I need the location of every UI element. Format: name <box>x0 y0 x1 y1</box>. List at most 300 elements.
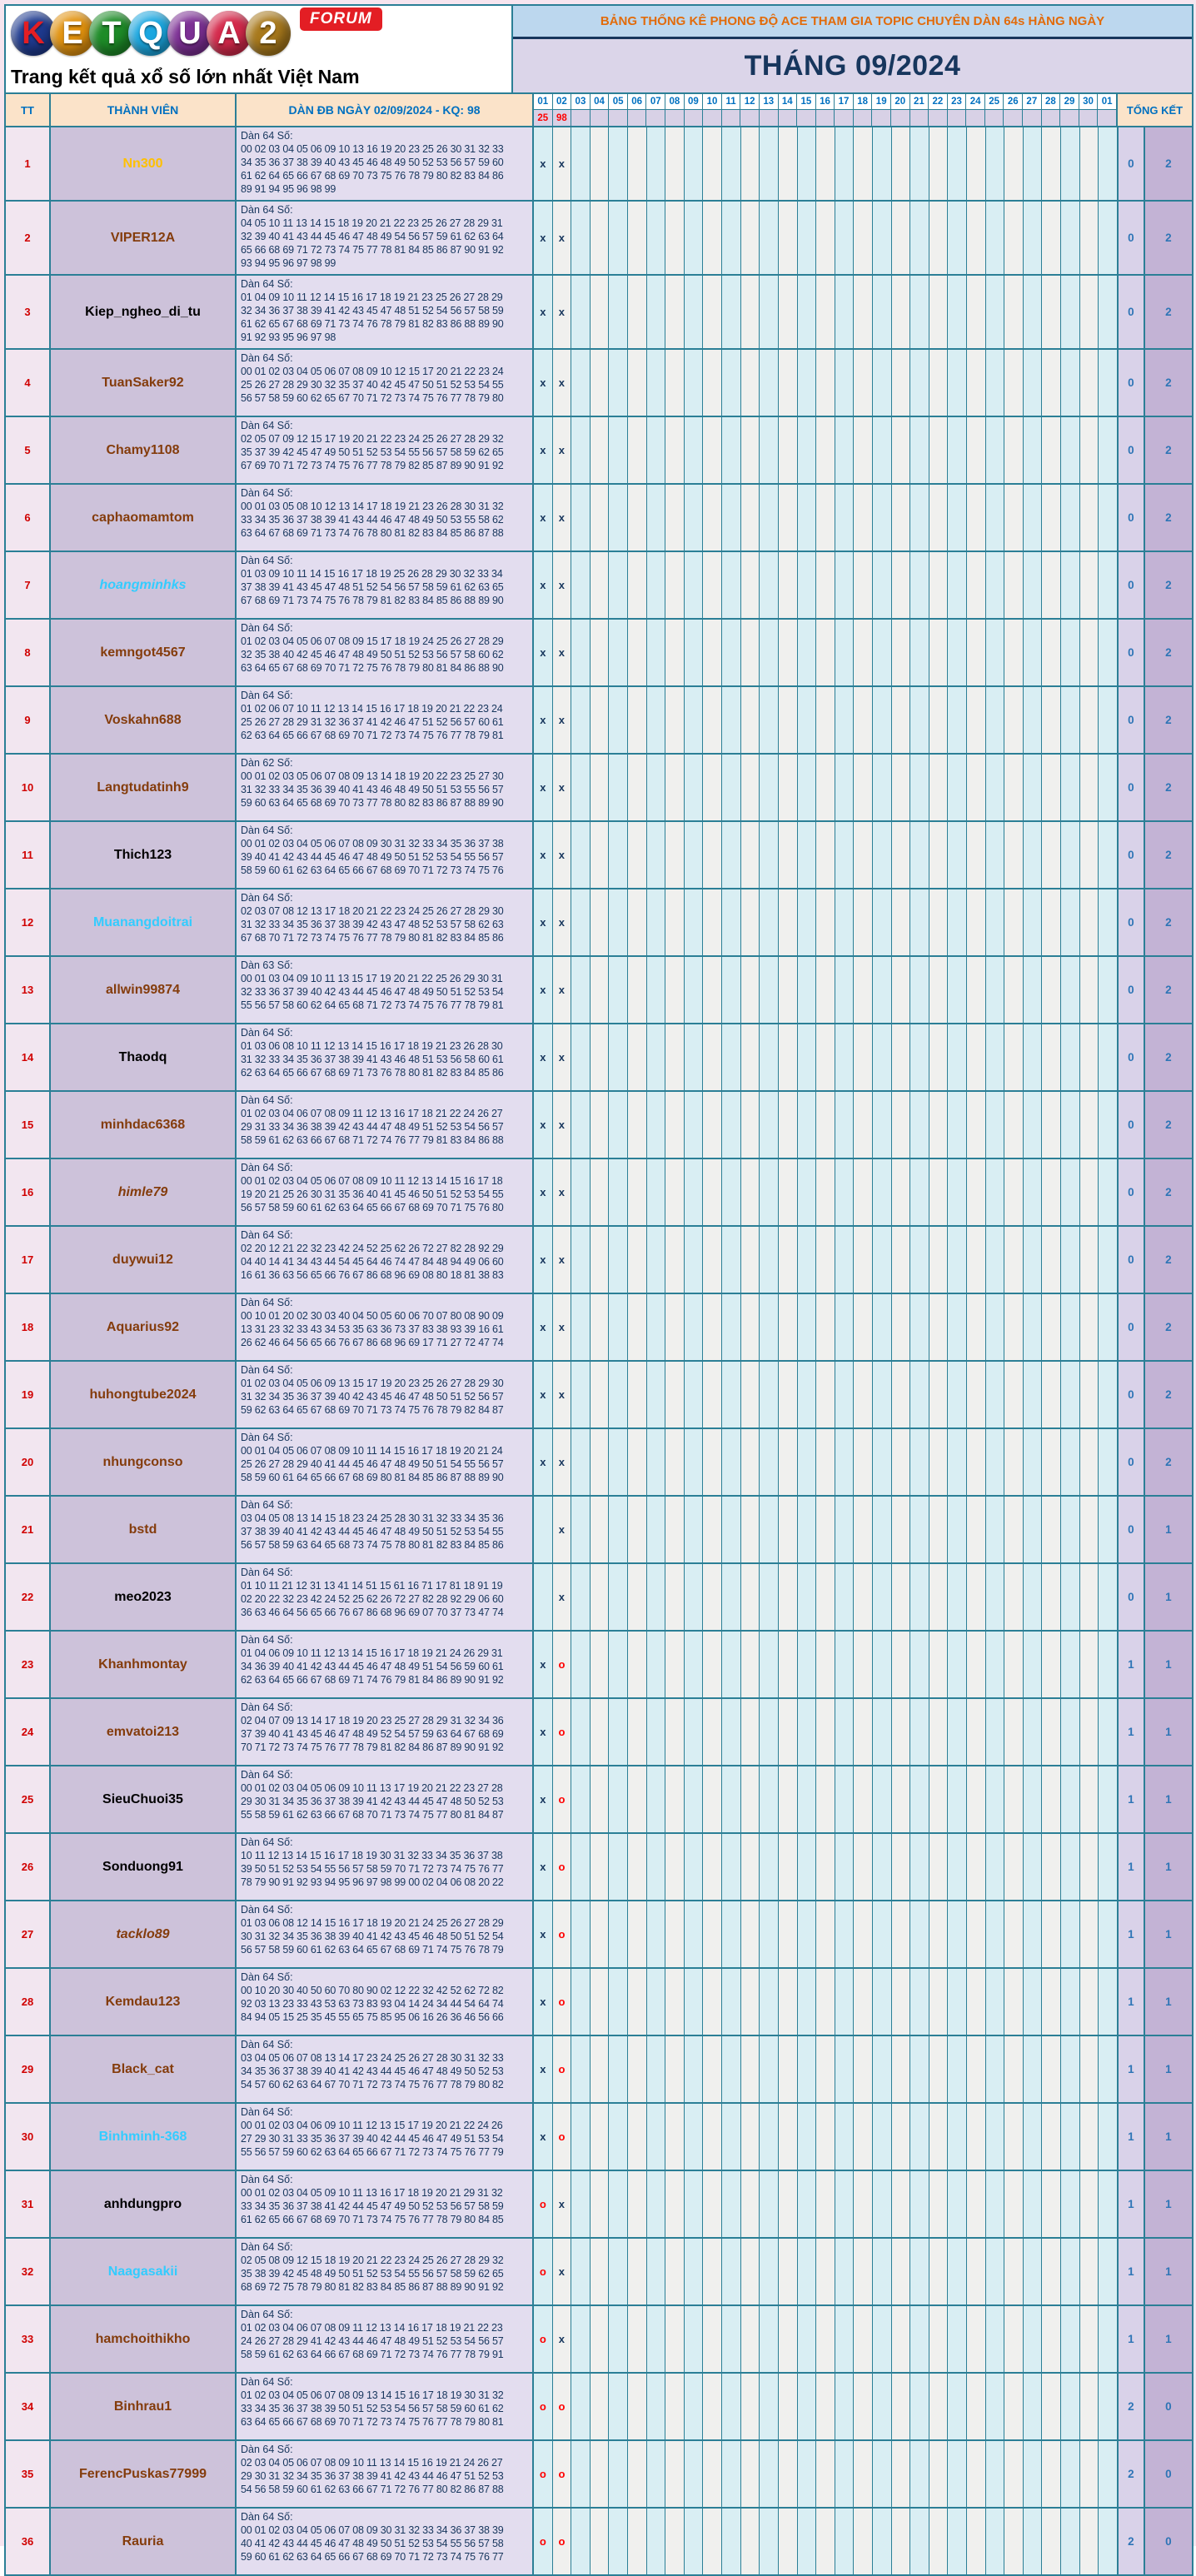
day-cell <box>854 202 873 274</box>
dan-numbers: 56 57 58 59 60 61 62 63 64 65 66 67 68 69 70 71 75 76 80 <box>241 1202 504 1213</box>
day-cell <box>1004 755 1024 820</box>
dan-block <box>237 1362 534 1428</box>
member-row <box>6 1090 1192 1158</box>
day-cell <box>873 1632 892 1697</box>
day-cell <box>760 620 779 685</box>
day-cell <box>910 1497 929 1562</box>
day-cell <box>1042 1564 1061 1630</box>
day-cell <box>703 1024 722 1090</box>
day-cell <box>685 1497 704 1562</box>
date-column-result <box>1042 110 1061 126</box>
day-cell <box>741 417 760 483</box>
day-cell <box>1099 1294 1118 1360</box>
dan-numbers: 00 02 03 04 05 06 09 10 13 16 19 20 23 25 26 30 31 32 33 <box>241 143 504 155</box>
dan-title: Dàn 64 Số: <box>241 825 293 836</box>
day-cell <box>967 1429 986 1495</box>
day-cell <box>760 1227 779 1293</box>
dan-numbers: 27 29 30 31 33 35 36 37 39 40 42 44 45 46 47 49 51 53 54 <box>241 2133 504 2145</box>
day-cell <box>722 957 741 1023</box>
day-mark: x <box>553 1159 572 1225</box>
day-cell <box>1061 1362 1080 1428</box>
dan-numbers: 55 58 59 61 62 63 66 67 68 70 71 73 74 75 77 80 81 84 87 <box>241 1809 504 1821</box>
day-cell <box>1061 202 1080 274</box>
tt-cell: 18 <box>6 1294 51 1360</box>
day-cell <box>571 1429 591 1495</box>
day-mark: x <box>534 755 553 820</box>
day-cell <box>703 1834 722 1900</box>
total-right-cell: 2 <box>1145 1294 1192 1360</box>
member-row <box>6 955 1192 1023</box>
day-cell <box>892 755 911 820</box>
dan-title: Dàn 64 Số: <box>241 2039 293 2050</box>
day-mark: x <box>534 1632 553 1697</box>
day-cell <box>892 1429 911 1495</box>
day-mark: o <box>553 1901 572 1967</box>
date-column-label: 20 <box>891 94 910 110</box>
day-cell <box>628 1699 647 1765</box>
day-cell <box>703 1159 722 1225</box>
tt-cell: 5 <box>6 417 51 483</box>
logo-ball-q: Q <box>128 11 173 56</box>
day-cell <box>1024 1834 1043 1900</box>
member-name: Thich123 <box>51 822 237 888</box>
day-cell <box>910 1092 929 1158</box>
day-cell <box>1061 1429 1080 1495</box>
day-cell <box>591 2509 610 2574</box>
day-cell <box>948 822 967 888</box>
day-cell <box>854 2104 873 2170</box>
day-cell <box>1042 957 1061 1023</box>
day-cell <box>1024 889 1043 955</box>
dan-title: Dàn 64 Số: <box>241 1027 293 1039</box>
day-cell <box>854 1227 873 1293</box>
dan-title: Dàn 64 Số: <box>241 1094 293 1106</box>
date-header-labels <box>534 94 1116 110</box>
day-cell <box>854 822 873 888</box>
day-cell <box>948 1699 967 1765</box>
day-cell <box>1024 2374 1043 2439</box>
day-cell <box>609 1564 628 1630</box>
titles <box>513 6 1192 92</box>
day-cell <box>703 1227 722 1293</box>
day-cell <box>910 202 929 274</box>
member-row <box>6 1967 1192 2035</box>
day-cell <box>1004 1901 1024 1967</box>
day-cell <box>948 2036 967 2102</box>
day-cell <box>892 552 911 618</box>
day-cell <box>910 889 929 955</box>
day-cell <box>986 1429 1005 1495</box>
day-cell <box>835 889 855 955</box>
day-cell <box>760 2441 779 2507</box>
day-cell <box>685 1362 704 1428</box>
day-cell <box>1042 2374 1061 2439</box>
day-mark: o <box>553 1699 572 1765</box>
dan-numbers: 35 37 39 42 45 47 49 50 51 52 53 54 55 56 57 58 59 62 65 <box>241 446 504 458</box>
day-cell <box>816 350 835 416</box>
day-cell <box>929 755 949 820</box>
tt-cell: 28 <box>6 1969 51 2035</box>
day-cell <box>816 1766 835 1832</box>
day-cell <box>571 1766 591 1832</box>
day-cell <box>647 889 666 955</box>
day-cell <box>1061 2374 1080 2439</box>
day-cell <box>854 2171 873 2237</box>
day-cell <box>835 1227 855 1293</box>
day-cell <box>986 127 1005 200</box>
day-cell <box>816 755 835 820</box>
total-right-cell: 2 <box>1145 276 1192 348</box>
day-cell <box>948 1092 967 1158</box>
day-mark: x <box>553 620 572 685</box>
day-cell <box>798 1227 817 1293</box>
day-cell <box>741 127 760 200</box>
day-cell <box>892 1834 911 1900</box>
day-cell <box>665 1294 685 1360</box>
day-cell <box>1061 755 1080 820</box>
day-cell <box>892 2036 911 2102</box>
dan-title: Dàn 64 Số: <box>241 1634 293 1646</box>
day-cell <box>1099 1766 1118 1832</box>
day-cell <box>835 1699 855 1765</box>
day-cell <box>967 755 986 820</box>
day-cell <box>798 485 817 551</box>
date-column-label: 02 <box>553 94 572 110</box>
tt-cell: 4 <box>6 350 51 416</box>
day-cell <box>685 2104 704 2170</box>
day-cell <box>948 1294 967 1360</box>
day-cell <box>571 755 591 820</box>
day-cell <box>835 1092 855 1158</box>
day-cell <box>1042 2239 1061 2304</box>
day-cell <box>779 1024 798 1090</box>
member-name: caphaomamtom <box>51 485 237 551</box>
day-cell <box>1004 1699 1024 1765</box>
day-cell <box>1024 620 1043 685</box>
day-cell <box>647 1294 666 1360</box>
day-cell <box>703 1497 722 1562</box>
day-cell <box>591 1227 610 1293</box>
day-cell <box>779 350 798 416</box>
dan-title: Dàn 64 Số: <box>241 1702 293 1713</box>
day-cell <box>609 1901 628 1967</box>
total-right-cell: 2 <box>1145 957 1192 1023</box>
day-cell <box>722 1159 741 1225</box>
day-cell <box>609 687 628 753</box>
day-cell <box>1042 1429 1061 1495</box>
day-cell <box>591 552 610 618</box>
day-cell <box>1061 2239 1080 2304</box>
day-cell <box>609 2036 628 2102</box>
dan-numbers: 62 63 64 65 66 67 68 69 71 73 76 78 80 81 82 83 84 85 86 <box>241 1067 504 1079</box>
tt-cell: 21 <box>6 1497 51 1562</box>
day-cell <box>571 822 591 888</box>
dan-numbers: 03 04 05 08 13 14 15 18 23 24 25 28 30 31 32 33 34 35 36 <box>241 1512 504 1524</box>
total-left-cell: 0 <box>1118 1024 1145 1090</box>
stats-sheet <box>4 4 1194 2576</box>
day-cell <box>703 1766 722 1832</box>
day-cell <box>665 1564 685 1630</box>
tt-cell: 26 <box>6 1834 51 1900</box>
day-cell <box>779 1362 798 1428</box>
day-cell <box>760 1564 779 1630</box>
dan-numbers: 00 01 04 05 06 07 08 09 10 11 14 15 16 17 18 19 20 21 24 <box>241 1445 503 1457</box>
total-right-cell: 2 <box>1145 1024 1192 1090</box>
day-cell <box>986 485 1005 551</box>
day-cell <box>741 1901 760 1967</box>
dan-block <box>237 2441 534 2507</box>
day-mark: x <box>534 1092 553 1158</box>
day-cell <box>948 1429 967 1495</box>
day-cell <box>1080 1834 1099 1900</box>
day-cell <box>760 1834 779 1900</box>
day-mark: x <box>534 1429 553 1495</box>
day-cell <box>854 1092 873 1158</box>
dan-numbers: 61 62 64 65 66 67 68 69 70 73 75 76 78 79 80 82 83 84 86 <box>241 170 504 182</box>
dan-block <box>237 957 534 1023</box>
day-cell <box>647 350 666 416</box>
dan-numbers: 58 59 60 61 64 65 66 67 68 69 80 81 84 85 86 87 88 89 90 <box>241 1472 504 1483</box>
day-cell <box>835 350 855 416</box>
dan-numbers: 33 34 35 36 37 38 39 41 43 44 46 47 48 49 50 53 55 58 62 <box>241 514 504 526</box>
total-left-cell: 0 <box>1118 1564 1145 1630</box>
day-cell <box>929 889 949 955</box>
day-cell <box>722 2171 741 2237</box>
day-cell <box>628 552 647 618</box>
date-column-label: 26 <box>1004 94 1023 110</box>
day-mark: x <box>553 1092 572 1158</box>
dan-block <box>237 2036 534 2102</box>
day-cell <box>647 1024 666 1090</box>
dan-title: Dàn 64 Số: <box>241 1364 293 1376</box>
day-cell <box>873 1024 892 1090</box>
day-cell <box>929 2036 949 2102</box>
day-cell <box>798 1429 817 1495</box>
day-cell <box>929 1294 949 1360</box>
dan-block <box>237 889 534 955</box>
dan-block <box>237 1766 534 1832</box>
dan-numbers: 36 63 46 64 56 65 66 76 67 86 68 96 69 07 70 37 73 47 74 <box>241 1607 504 1618</box>
day-mark: o <box>553 1834 572 1900</box>
dan-block <box>237 1969 534 2035</box>
total-right-cell: 2 <box>1145 1429 1192 1495</box>
day-cell <box>986 417 1005 483</box>
day-cell <box>1042 2171 1061 2237</box>
day-cell <box>986 2036 1005 2102</box>
day-cell <box>854 1969 873 2035</box>
day-cell <box>609 1159 628 1225</box>
day-cell <box>798 755 817 820</box>
day-cell <box>854 350 873 416</box>
day-cell <box>910 485 929 551</box>
day-cell <box>571 1227 591 1293</box>
day-cell <box>910 687 929 753</box>
day-cell <box>892 1092 911 1158</box>
day-cell <box>741 2171 760 2237</box>
day-cell <box>816 1294 835 1360</box>
date-column-result <box>948 110 967 126</box>
day-cell <box>929 417 949 483</box>
day-cell <box>929 1159 949 1225</box>
dan-numbers: 31 32 33 34 35 36 39 40 41 43 46 48 49 50 51 53 55 56 57 <box>241 784 504 795</box>
day-cell <box>1004 1159 1024 1225</box>
dan-numbers: 78 79 90 91 92 93 94 95 96 97 98 99 00 02 04 06 08 20 22 <box>241 1876 504 1888</box>
total-right-cell: 1 <box>1145 1564 1192 1630</box>
day-cell <box>779 1429 798 1495</box>
total-right-cell: 1 <box>1145 1901 1192 1967</box>
member-name: Chamy1108 <box>51 417 237 483</box>
day-cell <box>1042 1969 1061 2035</box>
day-cell <box>1004 2104 1024 2170</box>
day-cell <box>665 350 685 416</box>
day-cell <box>1099 552 1118 618</box>
date-column-result <box>835 110 854 126</box>
day-cell <box>910 1901 929 1967</box>
tt-cell: 22 <box>6 1564 51 1630</box>
day-cell <box>760 276 779 348</box>
day-cell <box>685 1766 704 1832</box>
day-cell <box>1061 620 1080 685</box>
forum-badge: FORUM <box>300 7 382 31</box>
day-cell <box>1004 889 1024 955</box>
dan-block <box>237 2171 534 2237</box>
day-mark: x <box>534 552 553 618</box>
day-cell <box>760 485 779 551</box>
day-cell <box>986 2239 1005 2304</box>
dan-block <box>237 1699 534 1765</box>
day-cell <box>910 2239 929 2304</box>
day-cell <box>609 417 628 483</box>
dan-numbers: 33 34 35 36 37 38 41 42 44 45 47 49 50 52 53 56 57 58 59 <box>241 2200 504 2212</box>
day-mark: o <box>553 1766 572 1832</box>
day-mark: x <box>534 1766 553 1832</box>
dan-numbers: 02 03 07 08 12 13 17 18 20 21 22 23 24 25 26 27 28 29 30 <box>241 905 504 917</box>
dan-title: Dàn 64 Số: <box>241 2241 293 2253</box>
day-cell <box>816 202 835 274</box>
day-mark: x <box>534 1159 553 1225</box>
day-cell <box>722 1969 741 2035</box>
member-row <box>6 888 1192 955</box>
total-left-cell: 1 <box>1118 2036 1145 2102</box>
day-cell <box>892 889 911 955</box>
total-right-cell: 1 <box>1145 1969 1192 2035</box>
day-cell <box>892 1294 911 1360</box>
day-cell <box>1042 1699 1061 1765</box>
day-cell <box>948 1969 967 2035</box>
total-left-cell: 2 <box>1118 2509 1145 2574</box>
day-cell <box>609 1294 628 1360</box>
day-cell <box>647 1632 666 1697</box>
day-cell <box>929 1429 949 1495</box>
day-cell <box>986 2104 1005 2170</box>
day-cell <box>1024 2104 1043 2170</box>
day-cell <box>647 1564 666 1630</box>
day-cell <box>854 417 873 483</box>
member-row <box>6 1697 1192 1765</box>
day-cell <box>665 2239 685 2304</box>
dan-numbers: 29 30 31 34 35 36 37 38 39 41 42 43 44 45 47 48 50 52 53 <box>241 1796 504 1807</box>
dan-block <box>237 1429 534 1495</box>
day-cell <box>779 1159 798 1225</box>
day-cell <box>741 1159 760 1225</box>
dan-numbers: 59 60 61 62 63 64 65 66 67 68 69 70 71 72 73 74 75 76 77 <box>241 2551 504 2563</box>
logo-ball-a: A <box>207 11 252 56</box>
member-row <box>6 685 1192 753</box>
dan-numbers: 29 30 31 32 34 35 36 37 38 39 41 42 43 44 46 47 51 52 53 <box>241 2470 504 2482</box>
day-cell <box>760 1159 779 1225</box>
dan-numbers: 00 01 02 03 04 05 06 07 08 09 10 11 12 13 14 15 16 17 18 <box>241 1175 503 1187</box>
dan-numbers: 25 26 27 28 29 31 32 36 37 41 42 46 47 51 52 56 57 60 61 <box>241 716 504 728</box>
total-left-cell: 0 <box>1118 822 1145 888</box>
day-cell <box>703 2374 722 2439</box>
dan-numbers: 54 56 58 59 60 61 62 63 66 67 71 72 76 77 80 82 86 87 88 <box>241 2484 504 2495</box>
day-cell <box>628 620 647 685</box>
member-row <box>6 1900 1192 1967</box>
total-right-cell: 2 <box>1145 552 1192 618</box>
day-cell <box>1099 1227 1118 1293</box>
day-cell <box>591 1564 610 1630</box>
day-cell <box>816 2509 835 2574</box>
day-cell <box>591 1766 610 1832</box>
day-cell <box>685 2306 704 2372</box>
dan-numbers: 25 26 27 28 29 40 41 44 45 46 47 48 49 50 51 54 55 56 57 <box>241 1458 504 1470</box>
date-column-label: 01 <box>1098 94 1116 110</box>
member-name: Naagasakii <box>51 2239 237 2304</box>
day-cell <box>1004 2036 1024 2102</box>
day-cell <box>1042 1901 1061 1967</box>
day-cell <box>571 485 591 551</box>
dan-numbers: 00 01 02 03 04 05 06 07 08 09 30 31 32 33 34 36 37 38 39 <box>241 2524 504 2536</box>
logo-ball-k: K <box>11 11 56 56</box>
day-cell <box>873 1092 892 1158</box>
day-cell <box>703 687 722 753</box>
day-cell <box>1024 687 1043 753</box>
day-cell <box>873 1766 892 1832</box>
tt-cell: 1 <box>6 127 51 200</box>
day-cell <box>1061 2104 1080 2170</box>
day-cell <box>1061 687 1080 753</box>
day-cell <box>685 350 704 416</box>
member-name: himle79 <box>51 1159 237 1225</box>
total-right-cell: 1 <box>1145 1766 1192 1832</box>
day-cell <box>665 552 685 618</box>
day-cell <box>1042 1497 1061 1562</box>
day-cell <box>892 1564 911 1630</box>
day-mark: x <box>553 276 572 348</box>
date-column-label: 16 <box>816 94 835 110</box>
day-cell <box>722 1766 741 1832</box>
tt-cell: 7 <box>6 552 51 618</box>
day-cell <box>967 127 986 200</box>
dan-numbers: 00 01 02 03 04 06 09 10 11 12 13 15 17 19 20 21 22 24 26 <box>241 2120 503 2131</box>
member-name: Langtudatinh9 <box>51 755 237 820</box>
day-cell <box>816 127 835 200</box>
member-row <box>6 1023 1192 1090</box>
day-cell <box>609 1024 628 1090</box>
dan-numbers: 04 05 10 11 13 14 15 18 19 20 21 22 23 25 26 27 28 29 31 <box>241 217 503 229</box>
day-cell <box>609 1969 628 2035</box>
day-cell <box>534 1497 553 1562</box>
day-cell <box>1042 687 1061 753</box>
dan-block <box>237 1564 534 1630</box>
day-cell <box>873 2036 892 2102</box>
day-cell <box>1042 202 1061 274</box>
day-cell <box>798 2509 817 2574</box>
date-column-result <box>797 110 816 126</box>
day-cell <box>591 1834 610 1900</box>
day-cell <box>967 1564 986 1630</box>
day-cell <box>1099 687 1118 753</box>
